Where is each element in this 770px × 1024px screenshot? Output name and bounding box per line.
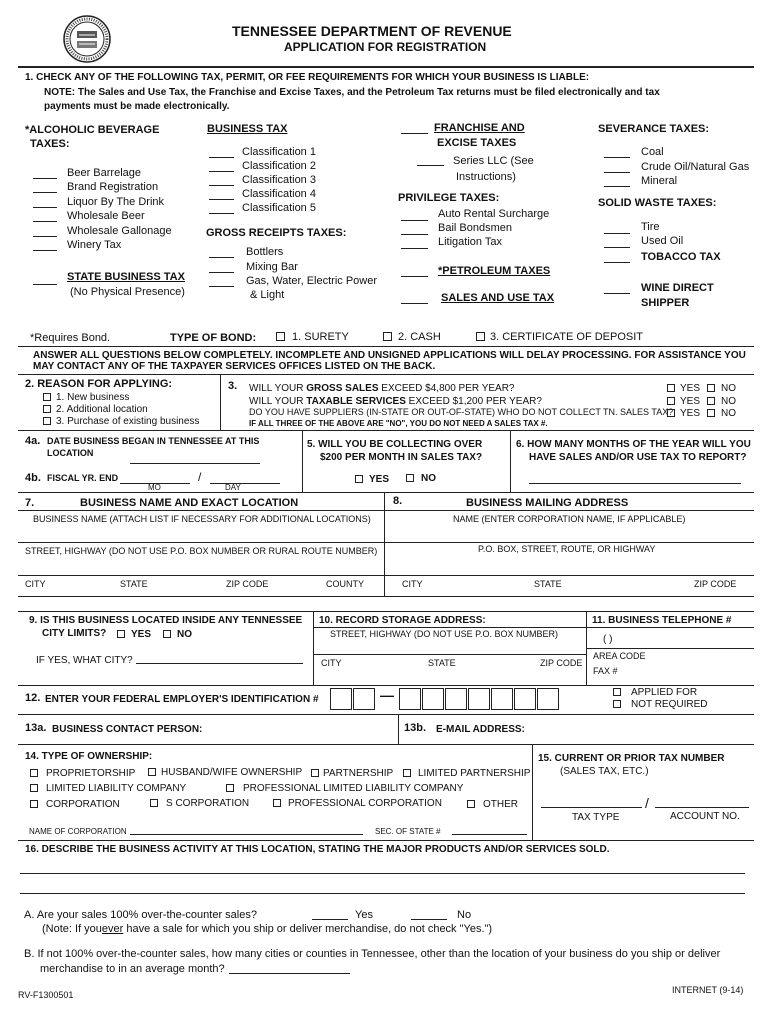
q7-title: BUSINESS NAME AND EXACT LOCATION: [80, 497, 299, 509]
q8-title: BUSINESS MAILING ADDRESS: [466, 497, 629, 509]
q9-city-input[interactable]: [136, 663, 303, 664]
q5-yes-label: YES: [369, 474, 390, 485]
q14-title: 14. TYPE OF OWNERSHIP:: [25, 751, 153, 762]
no-label: NO: [721, 383, 736, 394]
q2-title: 2. REASON FOR APPLYING:: [25, 378, 173, 390]
fein-digit-1[interactable]: [330, 688, 352, 710]
q1-note: NOTE: The Sales and Use Tax, the Franchise and Excise Taxes, and the Petroleum Tax returns must be filed electronically and tax: [44, 87, 660, 98]
corporation-checkbox[interactable]: [30, 800, 38, 808]
alcohol-item: Wholesale Beer: [67, 210, 145, 222]
q2-option: 2. Additional location: [56, 404, 148, 415]
cash-checkbox[interactable]: [383, 332, 392, 341]
q3-note: IF ALL THREE OF THE ABOVE ARE "NO", YOU DO NOT NEED A SALES TAX #.: [249, 419, 548, 428]
q6-question-2: HAVE SALES AND/OR USE TAX TO REPORT?: [529, 452, 747, 463]
q9-yes-checkbox[interactable]: [117, 630, 125, 638]
other-checkbox[interactable]: [467, 800, 475, 808]
q3b-no-checkbox[interactable]: [707, 397, 715, 405]
beer-barrelage-blank[interactable]: [33, 178, 57, 179]
class2-blank[interactable]: [209, 171, 234, 172]
limited-partnership-checkbox[interactable]: [403, 769, 411, 777]
q3-number: 3.: [228, 380, 238, 392]
cd-label: 3. CERTIFICATE OF DEPOSIT: [490, 331, 644, 343]
surety-label: 1. SURETY: [292, 331, 349, 343]
tax-type-input[interactable]: [541, 807, 642, 808]
q12-label: ENTER YOUR FEDERAL EMPLOYER'S IDENTIFICATION #: [45, 694, 319, 705]
q6-question: 6. HOW MANY MONTHS OF THE YEAR WILL YOU: [516, 439, 751, 450]
alcohol-heading: *ALCOHOLIC BEVERAGE: [25, 124, 160, 136]
zip-field[interactable]: ZIP CODE: [226, 579, 269, 589]
pllc-checkbox[interactable]: [226, 784, 234, 792]
county-field[interactable]: COUNTY: [326, 579, 364, 589]
q9-city-label: IF YES, WHAT CITY?: [36, 655, 133, 666]
no-label: NO: [721, 396, 736, 407]
q5-question-2: $200 PER MONTH IN SALES TAX?: [320, 452, 483, 463]
bail-blank[interactable]: [401, 234, 428, 235]
s-corporation-checkbox[interactable]: [150, 799, 158, 807]
q3c-no-checkbox[interactable]: [707, 409, 715, 417]
alcohol-item: Liquor By The Drink: [67, 196, 165, 208]
q9-no-label: NO: [177, 629, 192, 640]
wine-label-2: SHIPPER: [641, 297, 690, 309]
q9-no-checkbox[interactable]: [163, 630, 171, 638]
biz-class: Classification 5: [242, 202, 316, 214]
sales-use-blank[interactable]: [401, 303, 428, 304]
q5-yes-checkbox[interactable]: [355, 475, 363, 483]
q2-option: 3. Purchase of existing business: [56, 416, 200, 427]
requires-bond-note: *Requires Bond.: [30, 332, 111, 344]
corporation-name-input[interactable]: [130, 834, 363, 835]
professional-corporation-checkbox[interactable]: [273, 799, 281, 807]
area-code-parens: ( ): [603, 634, 613, 645]
used-oil-blank[interactable]: [604, 247, 630, 248]
record-zip-field[interactable]: ZIP CODE: [540, 658, 583, 668]
account-no-input[interactable]: [655, 807, 749, 808]
cd-checkbox[interactable]: [476, 332, 485, 341]
record-city-field[interactable]: CITY: [321, 658, 342, 668]
q5-no-label: NO: [421, 473, 436, 484]
gross-receipts-heading: GROSS RECEIPTS TAXES:: [206, 227, 347, 239]
applied-for-checkbox[interactable]: [613, 688, 621, 696]
llc-checkbox[interactable]: [30, 784, 38, 792]
activity-input-line-1[interactable]: [20, 873, 745, 874]
ownership-option: LIMITED LIABILITY COMPANY: [46, 783, 187, 794]
q3a-yes-checkbox[interactable]: [667, 384, 675, 392]
q3c-yes-checkbox[interactable]: [667, 409, 675, 417]
coal-blank[interactable]: [604, 157, 630, 158]
solid-item: Tire: [641, 221, 660, 233]
mailing-name-field[interactable]: NAME (ENTER CORPORATION NAME, IF APPLICABLE): [453, 514, 686, 524]
qa-no-label: No: [457, 909, 472, 921]
fein-digit-6[interactable]: [468, 688, 490, 710]
alcohol-heading-2: TAXES:: [30, 138, 70, 150]
q5-question: 5. WILL YOU BE COLLECTING OVER: [307, 439, 483, 450]
solid-waste-heading: SOLID WASTE TAXES:: [598, 197, 717, 209]
qb-answer-input[interactable]: [229, 973, 350, 974]
petroleum-label: *PETROLEUM TAXES: [438, 265, 551, 277]
gross-item: & Light: [250, 289, 285, 301]
state-business-tax-label: STATE BUSINESS TAX: [67, 271, 185, 283]
day-caption: DAY: [225, 483, 241, 492]
gross-item: Gas, Water, Electric Power: [246, 275, 378, 287]
petroleum-blank[interactable]: [401, 276, 428, 277]
record-street-field[interactable]: STREET, HIGHWAY (DO NOT USE P.O. BOX NUMBER): [330, 629, 559, 639]
franchise-heading: FRANCHISE AND: [434, 122, 525, 134]
franchise-heading-2: EXCISE TAXES: [437, 137, 517, 149]
sec-state-label: SEC. OF STATE #: [375, 827, 441, 836]
q11-title: 11. BUSINESS TELEPHONE #: [592, 615, 732, 626]
fein-dash: —: [380, 687, 394, 703]
q4a-label-2: LOCATION: [47, 448, 94, 458]
yes-label: YES: [680, 396, 701, 407]
corporation-name-label: NAME OF CORPORATION: [29, 827, 127, 836]
severance-heading: SEVERANCE TAXES:: [598, 123, 710, 135]
area-code-field[interactable]: AREA CODE: [593, 651, 646, 661]
sales-use-label: SALES AND USE TAX: [441, 292, 555, 304]
gas-blank[interactable]: [209, 286, 234, 287]
biz-class: Classification 2: [242, 160, 316, 172]
alcohol-item: Winery Tax: [67, 239, 122, 251]
date-slash: /: [198, 470, 202, 484]
not-required-label: NOT REQUIRED: [631, 699, 708, 710]
form-version: INTERNET (9-14): [672, 985, 744, 995]
tire-blank[interactable]: [604, 233, 630, 234]
biz-class: Classification 1: [242, 146, 316, 158]
husband-wife-checkbox[interactable]: [148, 768, 156, 776]
page-subtitle: APPLICATION FOR REGISTRATION: [284, 40, 487, 54]
q15-subtitle: (SALES TAX, ETC.): [560, 766, 649, 777]
q3a-no-checkbox[interactable]: [707, 384, 715, 392]
state-business-tax-sub: (No Physical Presence): [70, 286, 185, 298]
q4a-number: 4a.: [25, 435, 41, 447]
mailing-city-field[interactable]: CITY: [402, 579, 423, 589]
q3-gross-sales-question: WILL YOUR GROSS SALES EXCEED $4,800 PER YEAR?: [249, 383, 515, 394]
fein-digit-5[interactable]: [445, 688, 467, 710]
class5-blank[interactable]: [209, 213, 234, 214]
severance-item: Coal: [641, 146, 664, 158]
q2-option: 1. New business: [56, 392, 130, 403]
biz-class: Classification 3: [242, 174, 316, 186]
yes-label: YES: [680, 408, 701, 419]
qb-question: B. If not 100% over-the-counter sales, how many cities or counties in Tennessee, other than the location of your business do you ship or deliver: [24, 948, 721, 960]
instructions-notice: ANSWER ALL QUESTIONS BELOW COMPLETELY. INCOMPLETE AND UNSIGNED APPLICATIONS WILL DELAY PROCESSING. FOR ASSISTANCE YOU: [33, 350, 746, 361]
privilege-item: Litigation Tax: [438, 236, 503, 248]
ownership-option: PARTNERSHIP: [323, 768, 394, 779]
ownership-option: LIMITED PARTNERSHIP: [418, 768, 531, 779]
privilege-heading: PRIVILEGE TAXES:: [398, 192, 500, 204]
severance-item: Mineral: [641, 175, 678, 187]
fiscal-day-input[interactable]: [210, 483, 280, 484]
winery-blank[interactable]: [33, 250, 57, 251]
fein-digit-3[interactable]: [399, 688, 421, 710]
ownership-option: HUSBAND/WIFE OWNERSHIP: [161, 767, 303, 778]
mailing-zip-field[interactable]: ZIP CODE: [694, 579, 737, 589]
ownership-option: CORPORATION: [46, 799, 120, 810]
qa-yes-label: Yes: [355, 909, 373, 921]
wine-blank[interactable]: [604, 293, 630, 294]
contact-person-field[interactable]: BUSINESS CONTACT PERSON:: [52, 724, 203, 735]
qb-question-2: merchandise to in an average month?: [40, 963, 225, 975]
alcohol-item: Wholesale Gallonage: [67, 225, 172, 237]
po-box-field[interactable]: P.O. BOX, STREET, ROUTE, OR HIGHWAY: [478, 544, 656, 554]
fein-digit-8[interactable]: [514, 688, 536, 710]
wholesale-beer-blank[interactable]: [33, 221, 57, 222]
q3-suppliers-question: DO YOU HAVE SUPPLIERS (IN-STATE OR OUT-OF-STATE) WHO DO NOT COLLECT TN. SALES TAX?: [249, 407, 674, 417]
qa-no-blank[interactable]: [411, 919, 447, 920]
biz-class: Classification 4: [242, 188, 316, 200]
business-name-field[interactable]: BUSINESS NAME (ATTACH LIST IF NECESSARY FOR ADDITIONAL LOCATIONS): [33, 514, 371, 524]
surety-checkbox[interactable]: [276, 332, 285, 341]
class4-blank[interactable]: [209, 199, 234, 200]
ownership-option: PROFESSIONAL CORPORATION: [288, 798, 442, 809]
instructions-notice-2: MAY CONTACT ANY OF THE TAXPAYER SERVICES OFFICES LISTED ON THE BACK.: [33, 361, 436, 372]
qa-note: (Note: If youever have a sale for which you ship or deliver merchandise, do not check "Yes."): [42, 923, 493, 935]
additional-location-checkbox[interactable]: [43, 405, 51, 413]
form-number: RV-F1300501: [18, 990, 74, 1000]
franchise-blank[interactable]: [401, 133, 428, 134]
q12-number: 12.: [25, 692, 41, 704]
city-field[interactable]: CITY: [25, 579, 46, 589]
sec-state-input[interactable]: [452, 834, 527, 835]
bond-type-label: TYPE OF BOND:: [170, 332, 257, 344]
series-llc-label: Series LLC (See: [453, 155, 534, 167]
mixing-bar-blank[interactable]: [209, 272, 234, 273]
q9-question-2: CITY LIMITS?: [42, 628, 107, 639]
q5-no-checkbox[interactable]: [406, 474, 414, 482]
liquor-blank[interactable]: [33, 207, 57, 208]
activity-input-line-2[interactable]: [20, 893, 745, 894]
privilege-item: Auto Rental Surcharge: [438, 208, 550, 220]
q1-note-2: payments must be made electronically.: [44, 101, 230, 112]
ownership-option: PROFESSIONAL LIMITED LIABILITY COMPANY: [243, 783, 464, 794]
ownership-option: S CORPORATION: [166, 798, 250, 809]
wholesale-gallonage-blank[interactable]: [33, 236, 57, 237]
tobacco-blank[interactable]: [604, 262, 630, 263]
q15-title: 15. CURRENT OR PRIOR TAX NUMBER: [538, 753, 725, 764]
ownership-option: PROPRIETORSHIP: [46, 768, 136, 779]
fein-digit-2[interactable]: [353, 688, 375, 710]
q7-number: 7.: [25, 497, 35, 509]
q1-title: 1. CHECK ANY OF THE FOLLOWING TAX, PERMIT, OR FEE REQUIREMENTS FOR WHICH YOUR BUSINESS IS LIABLE:: [25, 72, 590, 83]
cash-label: 2. CASH: [398, 331, 441, 343]
class1-blank[interactable]: [209, 157, 234, 158]
month-caption: MO: [148, 483, 161, 492]
q10-title: 10. RECORD STORAGE ADDRESS:: [319, 615, 486, 626]
applied-for-label: APPLIED FOR: [631, 687, 698, 698]
ownership-option: OTHER: [483, 799, 518, 810]
business-tax-heading: BUSINESS TAX: [207, 123, 288, 135]
gross-item: Bottlers: [246, 246, 284, 258]
mineral-blank[interactable]: [604, 186, 630, 187]
alcohol-item: Beer Barrelage: [67, 167, 141, 179]
qa-question: A. Are your sales 100% over-the-counter sales?: [24, 909, 257, 921]
q4b-label: FISCAL YR. END: [47, 473, 119, 483]
alcohol-item: Brand Registration: [67, 181, 159, 193]
bottlers-blank[interactable]: [209, 257, 234, 258]
gross-item: Mixing Bar: [246, 261, 298, 273]
not-required-checkbox[interactable]: [613, 700, 621, 708]
state-business-tax-blank[interactable]: [33, 284, 57, 285]
purchase-existing-checkbox[interactable]: [43, 417, 51, 425]
tax-slash: /: [645, 795, 649, 811]
q9-yes-label: YES: [131, 629, 152, 640]
q13b-number: 13b.: [404, 722, 427, 734]
record-state-field[interactable]: STATE: [428, 658, 456, 668]
date-began-input[interactable]: [130, 463, 260, 464]
fein-digit-7[interactable]: [491, 688, 513, 710]
qa-yes-blank[interactable]: [312, 919, 348, 920]
q4b-number: 4b.: [25, 472, 41, 484]
crude-blank[interactable]: [604, 172, 630, 173]
tax-type-caption: TAX TYPE: [572, 812, 620, 823]
months-input[interactable]: [529, 483, 741, 484]
proprietorship-checkbox[interactable]: [30, 769, 38, 777]
wine-label: WINE DIRECT: [641, 282, 714, 294]
page-title: TENNESSEE DEPARTMENT OF REVENUE: [232, 23, 512, 39]
yes-label: YES: [680, 383, 701, 394]
q8-number: 8.: [393, 495, 403, 507]
email-field[interactable]: E-MAIL ADDRESS:: [436, 724, 525, 735]
fein-digit-4[interactable]: [422, 688, 444, 710]
class3-blank[interactable]: [209, 185, 234, 186]
q13a-number: 13a.: [25, 722, 47, 734]
state-seal-logo: [63, 15, 111, 63]
no-label: NO: [721, 408, 736, 419]
q16-question: 16. DESCRIBE THE BUSINESS ACTIVITY AT THIS LOCATION, STATING THE MAJOR PRODUCTS AND/OR SERVICES SOLD.: [25, 844, 610, 855]
q3b-yes-checkbox[interactable]: [667, 397, 675, 405]
q3-taxable-services-question: WILL YOUR TAXABLE SERVICES EXCEED $1,200 PER YEAR?: [249, 396, 542, 407]
solid-item: Used Oil: [641, 235, 684, 247]
account-no-caption: ACCOUNT NO.: [670, 811, 740, 822]
new-business-checkbox[interactable]: [43, 393, 51, 401]
tobacco-label: TOBACCO TAX: [641, 251, 721, 263]
mailing-state-field[interactable]: STATE: [534, 579, 562, 589]
privilege-item: Bail Bondsmen: [438, 222, 512, 234]
partnership-checkbox[interactable]: [311, 769, 319, 777]
auto-rental-blank[interactable]: [401, 220, 428, 221]
series-llc-blank[interactable]: [417, 165, 444, 166]
state-field[interactable]: STATE: [120, 579, 148, 589]
series-llc-label-2: Instructions): [456, 171, 516, 183]
street-field[interactable]: STREET, HIGHWAY (DO NOT USE P.O. BOX NUMBER OR RURAL ROUTE NUMBER): [25, 546, 378, 556]
q4a-label: DATE BUSINESS BEGAN IN TENNESSEE AT THIS: [47, 436, 260, 446]
fein-digit-9[interactable]: [537, 688, 559, 710]
q9-question: 9. IS THIS BUSINESS LOCATED INSIDE ANY TENNESSEE: [29, 615, 303, 626]
brand-registration-blank[interactable]: [33, 192, 57, 193]
severance-item: Crude Oil/Natural Gas: [641, 161, 750, 173]
fax-field[interactable]: FAX #: [593, 666, 618, 676]
litigation-blank[interactable]: [401, 248, 428, 249]
